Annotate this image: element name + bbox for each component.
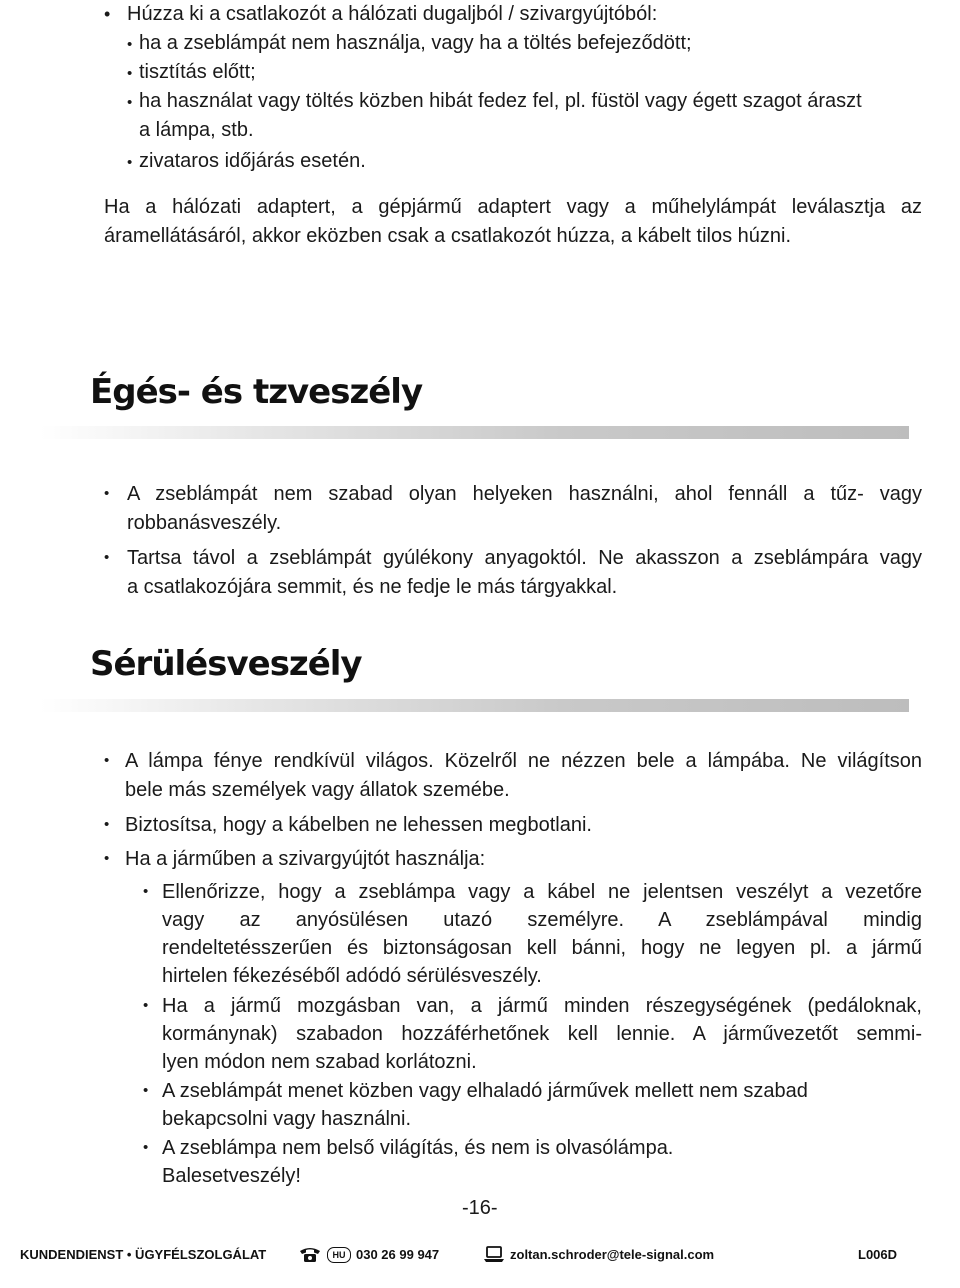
injury-sub-line: vagy az anyósülésen utazó személyre. A zseblámpával mindig	[162, 909, 922, 931]
injury-sub-line: Ha a jármű mozgásban van, a jármű minden részegységének (pedáloknak,	[162, 995, 922, 1017]
intro-paragraph-line: áramellátásáról, akkor eközben csak a csatlakozót húzza, a kábelt tilos húzni.	[104, 225, 792, 247]
injury-item-line: Ha a járműben a szivargyújtót használja:	[125, 848, 486, 870]
intro-bullet-text: Húzza ki a csatlakozót a hálózati dugaljból / szivargyújtóból:	[127, 3, 658, 25]
footer-service-label: KUNDENDIENST • ÜGYFÉLSZOLGÁLAT	[20, 1247, 267, 1262]
bullet-dot: •	[104, 549, 110, 566]
injury-sub-line: kormánynak) szabadon hozzáférhetőnek kell lennie. A járművezetőt semmi-	[162, 1023, 922, 1045]
laptop-icon	[484, 1246, 504, 1264]
burn-item-line: Tartsa távol a zseblámpát gyúlékony anyagoktól. Ne akasszon a zseblámpára vagy	[127, 547, 922, 569]
intro-paragraph-line: Ha a hálózati adaptert, a gépjármű adaptert vagy a műhelylámpát leválasztja az	[104, 196, 922, 218]
footer	[0, 1238, 960, 1272]
section-heading-injury: Sérülésveszély	[90, 644, 362, 684]
burn-item-line: robbanásveszély.	[127, 512, 282, 534]
injury-sub-line: bekapcsolni vagy használni.	[162, 1108, 412, 1130]
injury-item-line: A lámpa fénye rendkívül világos. Közelről ne nézzen bele a lámpába. Ne világítson	[125, 750, 922, 772]
injury-sub-line: lyen módon nem szabad korlátozni.	[162, 1051, 477, 1073]
country-badge: HU	[327, 1247, 351, 1263]
burn-item-line: A zseblámpát nem szabad olyan helyeken használni, ahol fennáll a tűz- vagy	[127, 483, 922, 505]
page-number: -16-	[462, 1197, 498, 1219]
footer-phone: 030 26 99 947	[356, 1247, 440, 1262]
sub-bullet-dot: •	[127, 36, 133, 53]
sub-bullet-dot: •	[143, 1082, 149, 1099]
heading-rule	[40, 699, 909, 712]
intro-sub-item: ha a zseblámpát nem használja, vagy ha a töltés befejeződött;	[139, 32, 692, 54]
injury-sub-line: A zseblámpa nem belső világítás, és nem is olvasólámpa.	[162, 1137, 674, 1159]
bullet-dot: •	[104, 752, 110, 769]
injury-item-line: bele más személyek vagy állatok szemébe.	[125, 779, 510, 801]
footer-email: zoltan.schroder@tele-signal.com	[510, 1247, 715, 1262]
injury-sub-line: A zseblámpát menet közben vagy elhaladó járművek mellett nem szabad	[162, 1080, 808, 1102]
bullet-dot: •	[104, 4, 111, 24]
sub-bullet-dot: •	[127, 65, 133, 82]
sub-bullet-dot: •	[127, 154, 133, 171]
burn-item-line: a csatlakozójára semmit, és ne fedje le más tárgyakkal.	[127, 576, 618, 598]
footer-code: L006D	[858, 1247, 898, 1262]
section-heading-burn: Égés- és tzveszély	[90, 372, 423, 412]
injury-item-line: Biztosítsa, hogy a kábelben ne lehessen megbotlani.	[125, 814, 592, 836]
bullet-dot: •	[104, 816, 110, 833]
injury-sub-line: Ellenőrizze, hogy a zseblámpa vagy a kábel ne jelentsen veszélyt a vezetőre	[162, 881, 922, 903]
bullet-dot: •	[104, 485, 110, 502]
intro-sub-item: tisztítás előtt;	[139, 61, 256, 83]
sub-bullet-dot: •	[143, 1139, 149, 1156]
heading-rule	[40, 426, 909, 439]
sub-bullet-dot: •	[143, 997, 149, 1014]
telephone-icon	[298, 1246, 322, 1264]
bullet-dot: •	[104, 850, 110, 867]
injury-sub-line: hirtelen fékezéséből adódó sérülésveszély.	[162, 965, 542, 987]
injury-sub-line: Balesetveszély!	[162, 1165, 301, 1187]
injury-sub-line: rendeltetésszerűen és biztonságosan kell bánni, hogy ne legyen pl. a jármű	[162, 937, 922, 959]
intro-sub-item: ha használat vagy töltés közben hibát fedez fel, pl. füstöl vagy égett szagot áraszt	[139, 90, 862, 112]
intro-sub-item: zivataros időjárás esetén.	[139, 150, 366, 172]
sub-bullet-dot: •	[143, 883, 149, 900]
sub-bullet-dot: •	[127, 94, 133, 111]
intro-sub-item-continued: a lámpa, stb.	[139, 119, 254, 141]
